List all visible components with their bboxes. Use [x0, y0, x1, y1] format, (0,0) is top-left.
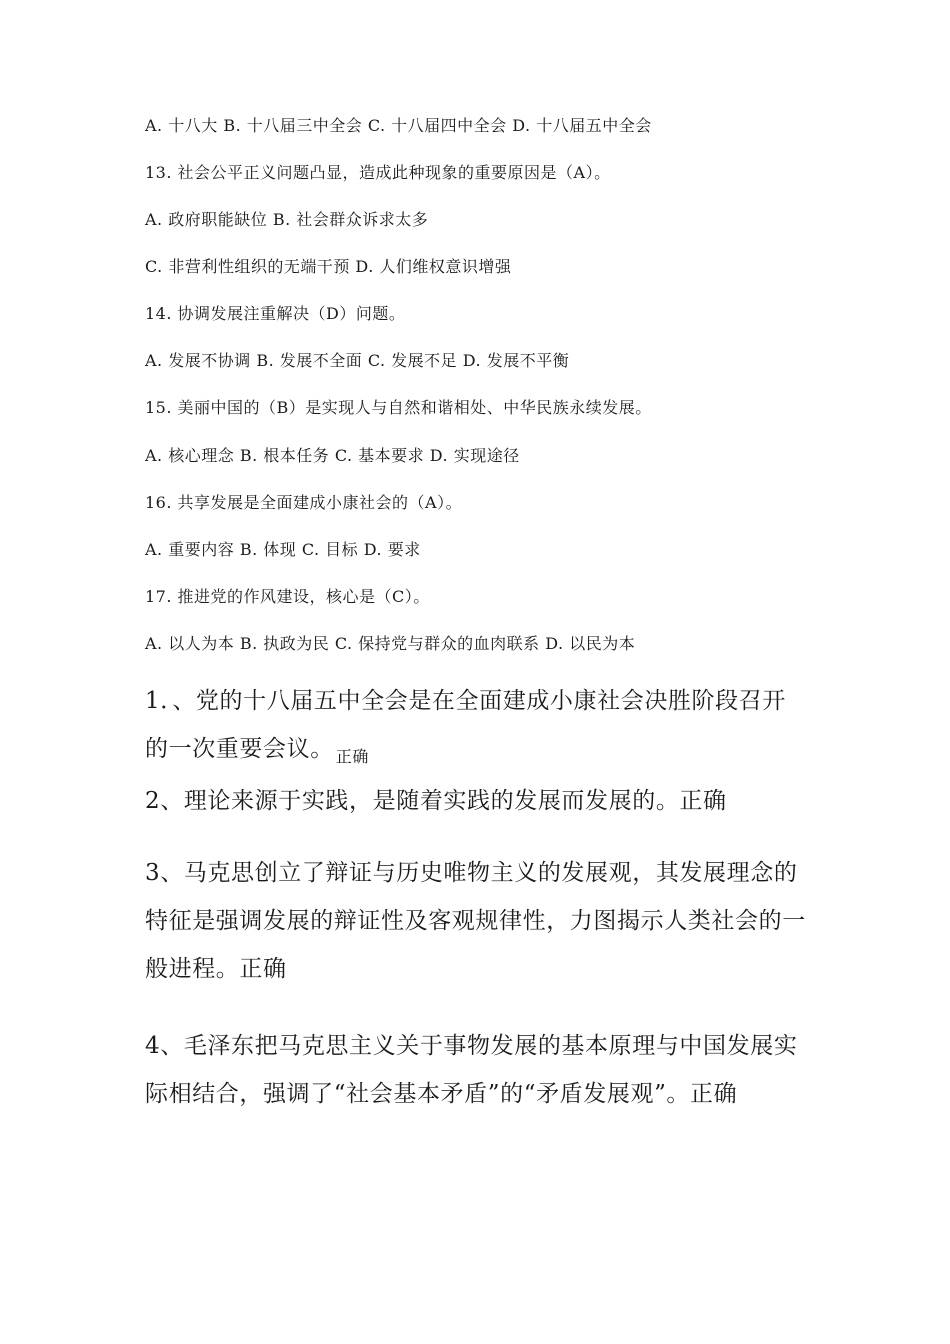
- tf3-line2: 特征是强调发展的辩证性及客观规律性，力图揭示人类社会的一: [145, 908, 806, 934]
- tf1-line1: 1．、党的十八届五中全会是在全面建成小康社会决胜阶段召开: [145, 688, 786, 714]
- q13-stem: 13. 社会公平正义问题凸显，造成此种现象的重要原因是（A）。: [145, 163, 611, 182]
- q14-stem: 14. 协调发展注重解决（D）问题。: [145, 304, 406, 323]
- tf2-statement: 2、理论来源于实践，是随着实践的发展而发展的。正确: [145, 788, 727, 814]
- tf3-line3: 般进程。正确: [145, 956, 287, 982]
- q17-options: A. 以人为本 B. 执政为民 C. 保持党与群众的血肉联系 D. 以民为本: [145, 634, 636, 653]
- tf1-line2-text: 的一次重要会议。: [145, 736, 334, 762]
- tf3-line1: 3、马克思创立了辩证与历史唯物主义的发展观，其发展理念的: [145, 860, 798, 886]
- tf4-line2: 际相结合，强调了“社会基本矛盾”的“矛盾发展观”。正确: [145, 1081, 738, 1107]
- tf1-answer: 正确: [335, 747, 370, 766]
- q12-options: A. 十八大 B. 十八届三中全会 C. 十八届四中全会 D. 十八届五中全会: [145, 116, 652, 135]
- q17-stem: 17. 推进党的作风建设，核心是（C）。: [145, 587, 430, 606]
- q13-options-line1: A. 政府职能缺位 B. 社会群众诉求太多: [145, 210, 429, 229]
- q13-options-line2: C. 非营利性组织的无端干预 D. 人们维权意识增强: [145, 257, 512, 276]
- q14-options: A. 发展不协调 B. 发展不全面 C. 发展不足 D. 发展不平衡: [145, 351, 570, 370]
- tf4-line1: 4、毛泽东把马克思主义关于事物发展的基本原理与中国发展实: [145, 1033, 798, 1059]
- q16-stem: 16. 共享发展是全面建成小康社会的（A）。: [145, 493, 463, 512]
- tf1-line2: [145, 733, 369, 767]
- q15-options: A. 核心理念 B. 根本任务 C. 基本要求 D. 实现途径: [145, 446, 520, 465]
- q16-options: A. 重要内容 B. 体现 C. 目标 D. 要求: [145, 540, 421, 559]
- q15-stem: 15. 美丽中国的（B）是实现人与自然和谐相处、中华民族永续发展。: [145, 398, 652, 417]
